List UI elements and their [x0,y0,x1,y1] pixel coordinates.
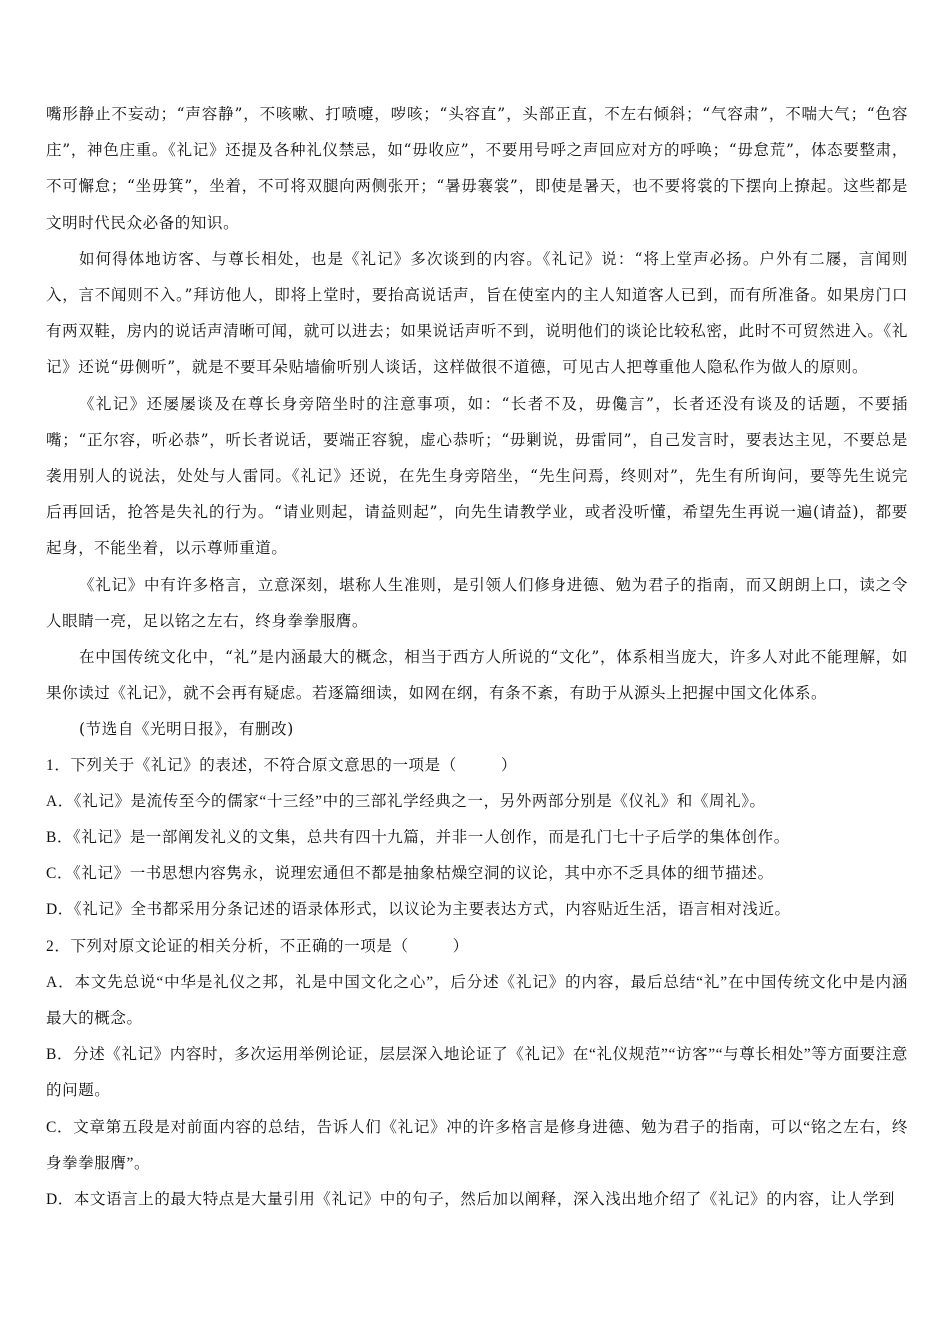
question-1-option-c: C．《礼记》一书思想内容隽永，说理宏通但不都是抽象枯燥空洞的议论，其中亦不乏具体的细节描述。 [46,865,774,883]
question-2-option-b: B．分述《礼记》内容时，多次运用举例论证，层层深入地论证了《礼记》在“礼仪规范”“访客”“与尊长相处”等方面要注意的问题。 [46,1046,908,1100]
question-1-option-d: D．《礼记》全书都采用分条记述的语录体形式，以议论为主要表达方式，内容贴近生活，语言相对浅近。 [46,901,791,919]
question-2-option-c: C．文章第五段是对前面内容的总结，告诉人们《礼记》冲的许多格言是修身进德、勉为君子的指南，可以“铭之左右，终身拳拳服膺”。 [46,1118,908,1172]
question-2-stem-text: 2．下列对原文论证的相关分析，不正确的一项是（ [46,937,409,955]
passage-paragraph-2: 如何得体地访客、与尊长相处，也是《礼记》多次谈到的内容。《礼记》说：“将上堂声必扬。户外有二屦，言闻则入，言不闻则不入。”拜访他人，即将上堂时，要抬高说话声，旨在使室内的主人知道客人已到，而有所准备。如果房门口有两双鞋，房内的说话声清晰可闻，就可以进去；如果说话声听不到，说明他们的谈论比较私密，此时不可贸然进入。《礼记》还说“毋侧听”，就是不要耳朵贴墙偷听别人谈话，这样做很不道德，可见古人把尊重他人隐私作为做人的原则。 [46,249,908,377]
source-note: (节选自《光明日报》，有删改) [79,720,294,739]
document-body [46,96,908,1218]
passage-paragraph-5: 在中国传统文化中，“礼”是内涵最大的概念，相当于西方人所说的“文化”，体系相当庞大，许多人对此不能理解，如果你读过《礼记》，就不会再有疑虑。若逐篇细读，如网在纲，有条不紊，有助于从源头上把握中国文化体系。 [46,648,908,703]
question-1-stem [46,748,908,784]
passage-paragraph-1: 嘴形静止不妄动；“声容静”，不咳嗽、打喷嚏，哕咳；“头容直”，头部正直，不左右倾斜；“气容肃”，不喘大气；“色容庄”，神色庄重。《礼记》还提及各种礼仪禁忌，如“毋收应”，不要用号呼之声回应对方的呼唤；“毋怠荒”，体态要整肃，不可懈怠；“坐毋箕”，坐着，不可将双腿向两侧张开；“暑毋褰裳”，即使是暑天，也不要将裳的下摆向上撩起。这些都是文明时代民众必备的知识。 [46,105,908,232]
passage-paragraph-4: 《礼记》中有许多格言，立意深刻，堪称人生准则，是引领人们修身进德、勉为君子的指南，而又朗朗上口，读之令人眼睛一亮，足以铭之左右，终身拳拳服膺。 [46,575,908,630]
question-2-stem [46,929,908,965]
question-2-stem-close: ） [452,937,469,955]
passage-paragraph-3: 《礼记》还屡屡谈及在尊长身旁陪坐时的注意事项，如：“长者不及，毋儳言”，长者还没有谈及的话题，不要插嘴；“正尔容，听必恭”，听长者说话，要端正容貌，虚心恭听；“毋剿说，毋雷同”，自己发言时，要表达主见，不要总是袭用别人的说法，处处与人雷同。《礼记》还说，在先生身旁陪坐，“先生问焉，终则对”，先生有所询问，要等先生说完后再回话，抢答是失礼的行为。“请业则起，请益则起”，向先生请教学业，或者没听懂，希望先生再说一遍(请益)，都要起身，不能坐着，以示尊师重道。 [46,394,908,558]
question-1-stem-text: 1．下列关于《礼记》的表述，不符合原文意思的一项是（ [46,756,457,774]
question-1-stem-close: ） [500,756,517,774]
question-1-option-b: B．《礼记》是一部阐发礼义的文集，总共有四十九篇，并非一人创作，而是孔门七十子后学的集体创作。 [46,829,790,847]
question-1-option-a: A．《礼记》是流传至今的儒家“十三经”中的三部礼学经典之一，另外两部分别是《仪礼》和《周礼》。 [46,792,766,810]
question-2-option-d: D．本文语言上的最大特点是大量引用《礼记》中的句子，然后加以阐释，深入浅出地介绍了《礼记》的内容，让人学到 [46,1191,895,1209]
question-2-option-a: A．本文先总说“中华是礼仪之邦，礼是中国文化之心”，后分述《礼记》的内容，最后总结“礼”在中国传统文化中是内涵最大的概念。 [46,973,908,1028]
